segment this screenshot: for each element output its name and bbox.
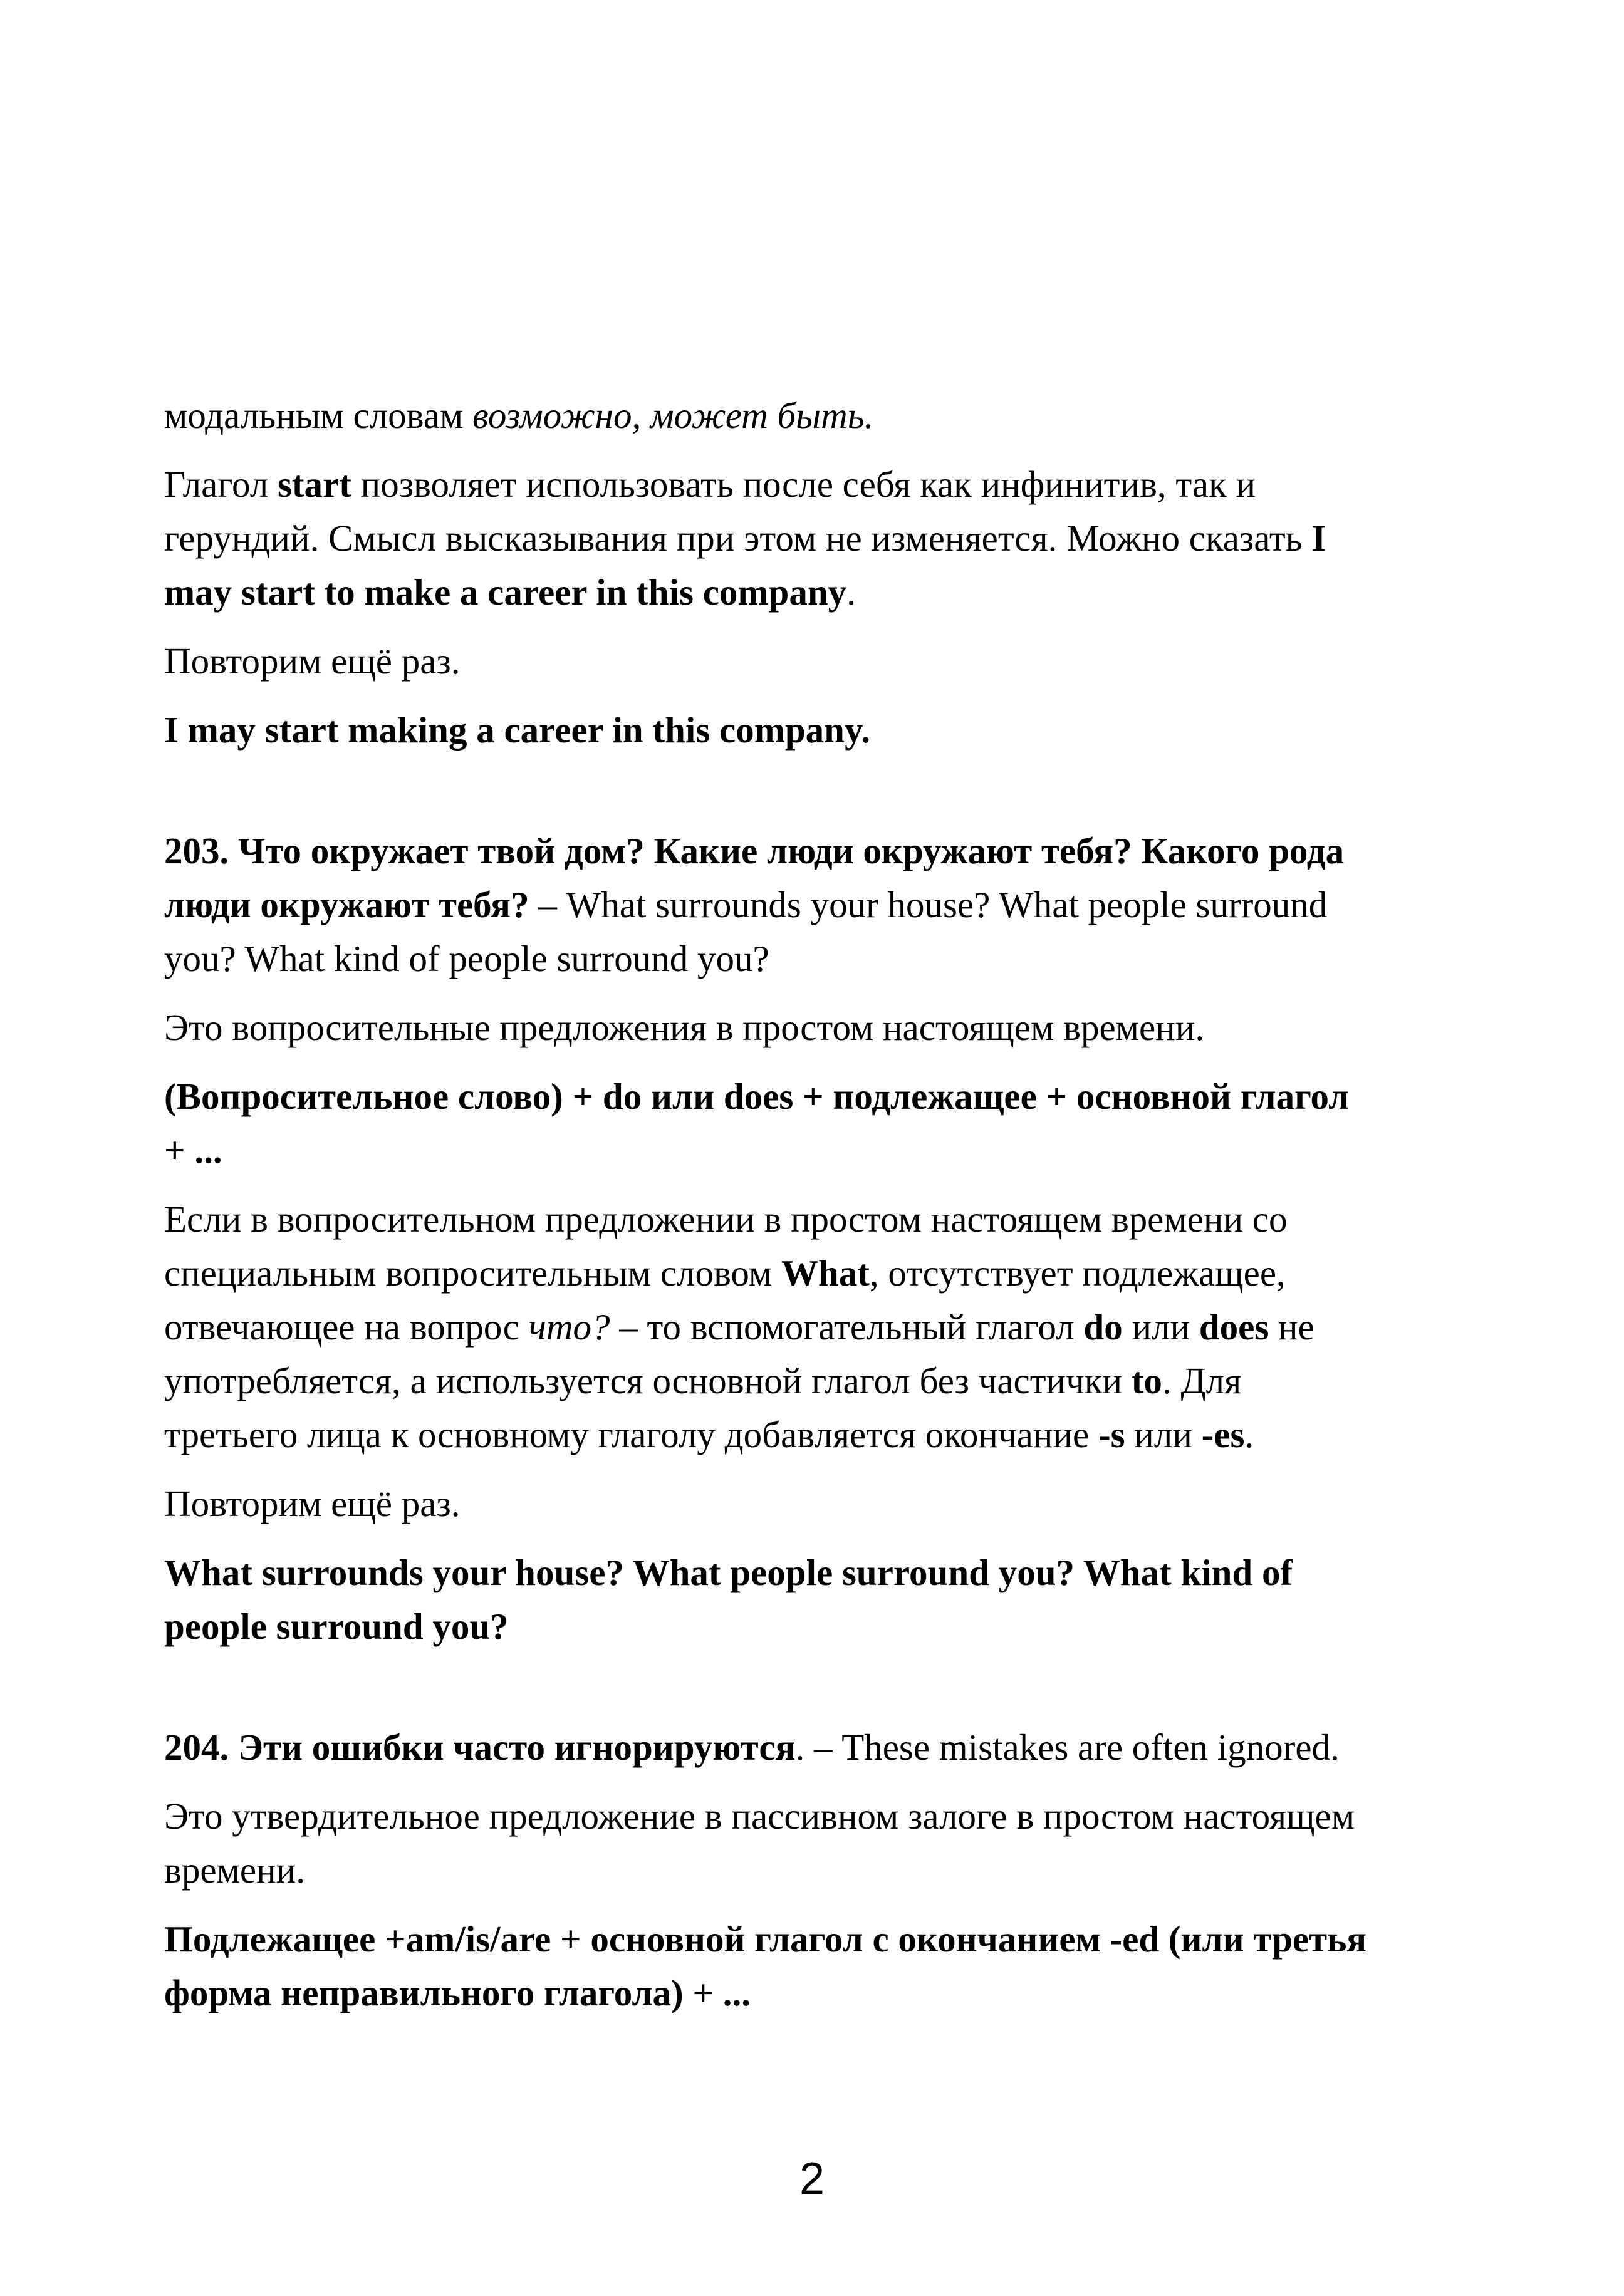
text-run: does bbox=[1199, 1306, 1269, 1348]
para-example-sentence-career bbox=[164, 703, 1367, 757]
text-run: I may start to make a career in this company bbox=[164, 517, 1326, 613]
text-run: или bbox=[1122, 1306, 1199, 1348]
text-run: Глагол bbox=[164, 464, 278, 505]
text-run: start bbox=[277, 464, 351, 505]
text-run: -s bbox=[1098, 1414, 1125, 1455]
para-203-explanation bbox=[164, 1192, 1367, 1462]
text-run: What surrounds your house? What people surround you? What kind of people surround you? bbox=[164, 1552, 1293, 1647]
text-run: Это утвердительное предложение в пассивном залоге в простом настоящем времени. bbox=[164, 1795, 1355, 1891]
text-run: не употребляется, а используется основной глагол без частички bbox=[164, 1306, 1314, 1401]
text-run: что? bbox=[528, 1306, 610, 1348]
para-203-formula bbox=[164, 1069, 1367, 1177]
text-run: Подлежащее +am/is/are + основной глагол с окончанием -ed (или третья форма неправильного глагола) + ... bbox=[164, 1918, 1367, 2013]
text-run: Если в вопросительном предложении в простом настоящем времени со специальным вопросительным словом bbox=[164, 1198, 1288, 1294]
text-run: модальным словам bbox=[164, 395, 472, 436]
text-run: возможно, может быть. bbox=[472, 395, 874, 436]
text-run: – то вспомогательный глагол bbox=[610, 1306, 1084, 1348]
para-start-verb-explanation bbox=[164, 457, 1367, 619]
para-modal-words bbox=[164, 388, 1367, 442]
text-run: . Для третьего лица к основному глаголу добавляется окончание bbox=[164, 1360, 1242, 1455]
text-run: -es bbox=[1201, 1414, 1245, 1455]
text-run: I may start making a career in this company. bbox=[164, 709, 870, 751]
text-run: , отсутствует подлежащее, отвечающее на вопрос bbox=[164, 1252, 1286, 1348]
text-run: 203. Что окружает твой дом? Какие люди окружают тебя? Какого рода люди окружают тебя? bbox=[164, 830, 1345, 925]
para-example-sentence-surround bbox=[164, 1545, 1367, 1653]
text-content bbox=[164, 388, 1367, 2035]
para-item-204 bbox=[164, 1720, 1367, 1774]
text-run: . bbox=[1244, 1414, 1254, 1455]
page-number: 2 bbox=[799, 2154, 825, 2204]
para-204-formula bbox=[164, 1912, 1367, 2020]
text-run: to bbox=[1131, 1360, 1162, 1401]
text-run: позволяет использовать после себя как инфинитив, так и герундий. Смысл высказывания при этом не изменяется. Можно сказать bbox=[164, 464, 1312, 559]
text-run: (Вопросительное слово) + do или does + подлежащее + основной глагол + ... bbox=[164, 1076, 1350, 1171]
text-run: Повторим ещё раз. bbox=[164, 640, 461, 682]
text-run: – What surrounds your house? What people surround you? What kind of people surround you? bbox=[164, 884, 1328, 979]
text-run: . – These mistakes are often ignored. bbox=[795, 1727, 1340, 1768]
text-run: What bbox=[781, 1252, 870, 1294]
text-run: . bbox=[846, 571, 856, 613]
text-run: Это вопросительные предложения в простом настоящем времени. bbox=[164, 1007, 1205, 1048]
text-run: 204. Эти ошибки часто игнорируются bbox=[164, 1727, 796, 1768]
text-run: или bbox=[1125, 1414, 1202, 1455]
text-run: Повторим ещё раз. bbox=[164, 1483, 461, 1524]
text-run: do bbox=[1083, 1306, 1123, 1348]
para-repeat-once-more-2 bbox=[164, 1477, 1367, 1530]
para-item-203 bbox=[164, 824, 1367, 985]
para-repeat-once-more-1 bbox=[164, 634, 1367, 688]
para-203-note bbox=[164, 1000, 1367, 1054]
para-204-note bbox=[164, 1789, 1367, 1897]
